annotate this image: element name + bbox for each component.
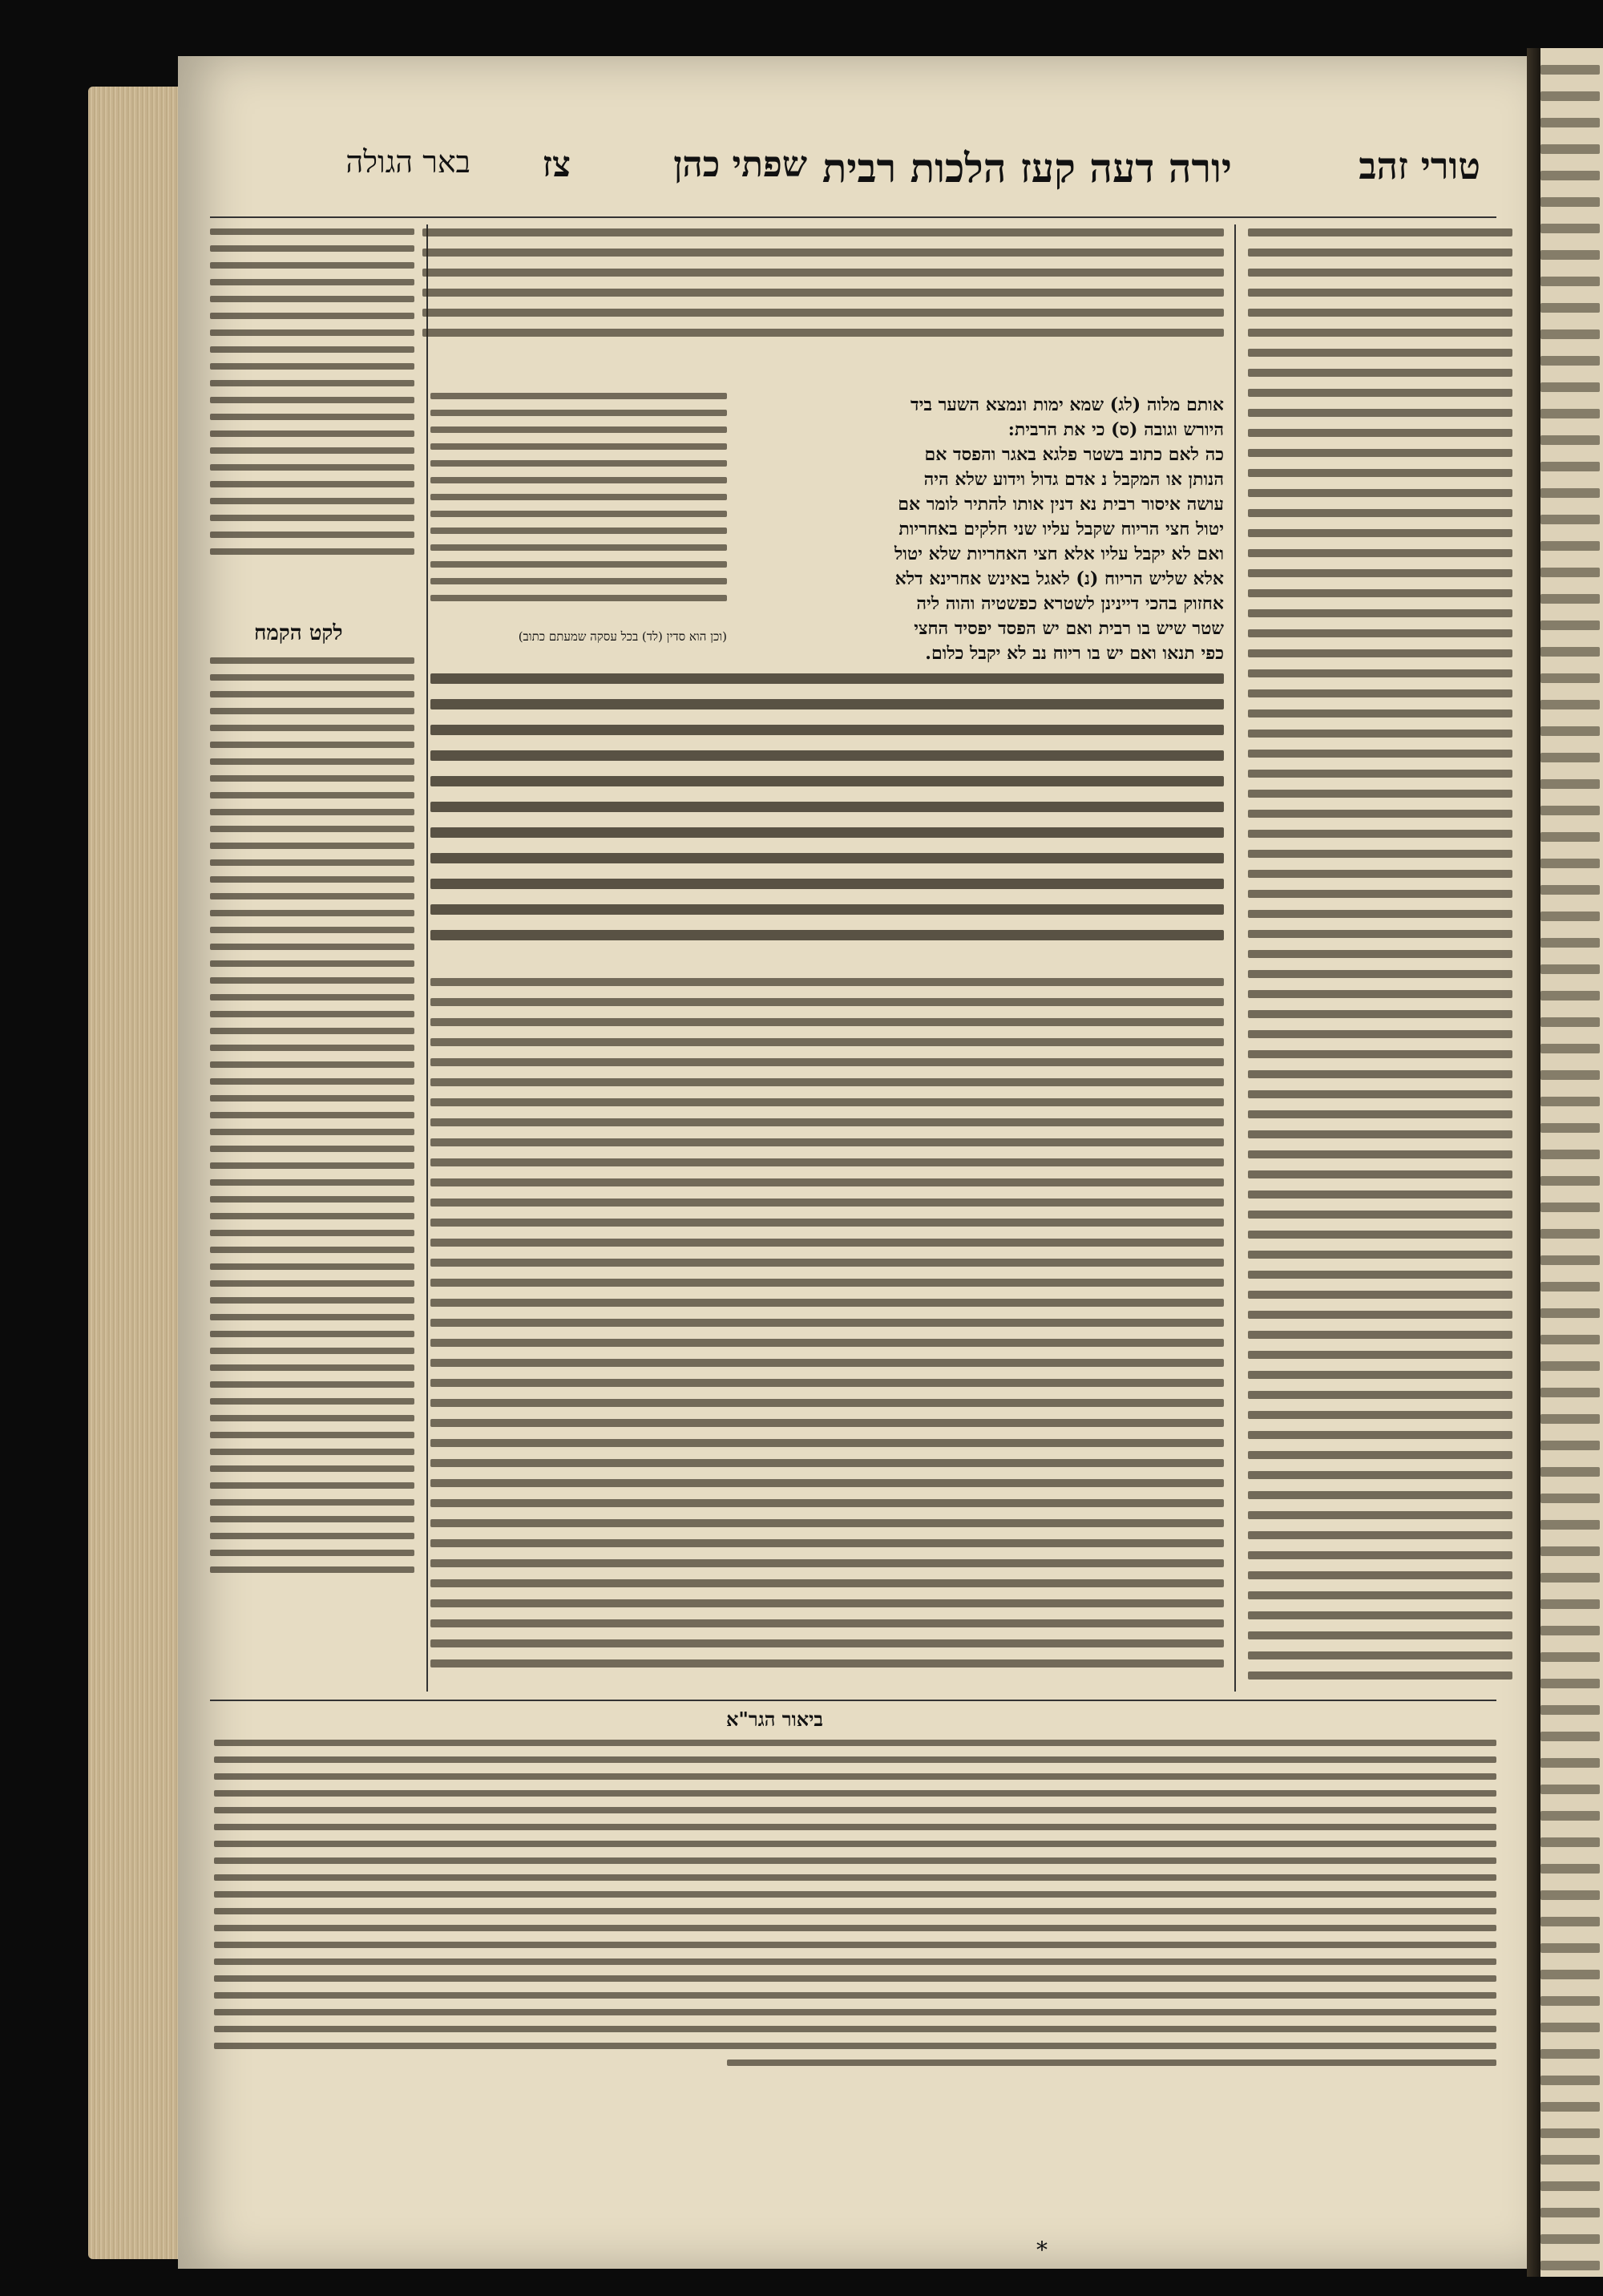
main-line-10: שטר שיש בו רבית ואם יש הפסד יפסיד החצי [914,618,1224,639]
header-rule [210,216,1496,218]
running-header [210,144,1496,208]
beer-hagolah-column [210,228,414,605]
main-text-block [743,393,1224,665]
main-line-11: כפי תנאו ואם יש בו ריוח נב לא יקבל כלום. [925,643,1224,664]
biur-hagra-heading: ביאור הגר"א [726,1708,823,1731]
biur-hagra-text [214,1740,1496,2269]
book-page [178,56,1528,2269]
leket-hakemach-heading: לקט הקמח [254,621,343,645]
page-stack-edge [88,87,184,2259]
page-number: צז [542,144,571,185]
column-divider-right [1234,224,1236,1692]
main-line-2: היורש וגובה (ס) כי את הרבית: [1007,419,1224,440]
main-line-1: אותם מלוה (לג) שמא ימות ונמצא השער ביד [910,394,1224,415]
header-main-title: יורה דעה קעז הלכות רבית [822,144,1232,192]
leket-hakemach-column [210,657,414,1684]
shach-side-block [430,393,727,617]
main-line-6: יטול חצי הריוח שקבל עליו שני חלקים באחריות [898,519,1224,540]
main-line-5: עושה איסור רבית נא דנין אותו להתיר לומר אם [898,494,1224,515]
header-shach: שפתי כהן [673,144,807,185]
header-beer-hagolah: באר הגולה [345,144,470,180]
shach-commentary-body [430,978,1224,1692]
facing-page-edge [1540,48,1603,2277]
main-line-3: כה לאם כתוב בשטר פלגא באגר והפסד אם [924,444,1224,465]
main-line-4: הנותן או המקבל נ אדם גדול וידוע שלא היה [923,469,1224,490]
gra-section-rule [210,1700,1496,1701]
column-divider-left [426,224,428,1692]
main-line-7: ואם לא יקבל עליו אלא חצי האחריות שלא יטול [894,544,1224,564]
side-note: (וכן הוא סדין (לד) בכל עסקה שמעתם כתוב) [518,629,727,644]
shach-top-band [422,228,1224,361]
header-turei-zahav: טורי זהב [1359,144,1480,188]
main-line-8: אלא שליש הריוח (נ) לאגל באינש אחרינא דלא [894,568,1224,589]
taz-column [1248,228,1512,1688]
main-line-9: אחזוק בהכי דיינינן לשטרא כפשטיה והוה ליה [916,593,1224,614]
main-text-continuation [430,673,1224,970]
signature-mark: * [1036,2237,1048,2263]
